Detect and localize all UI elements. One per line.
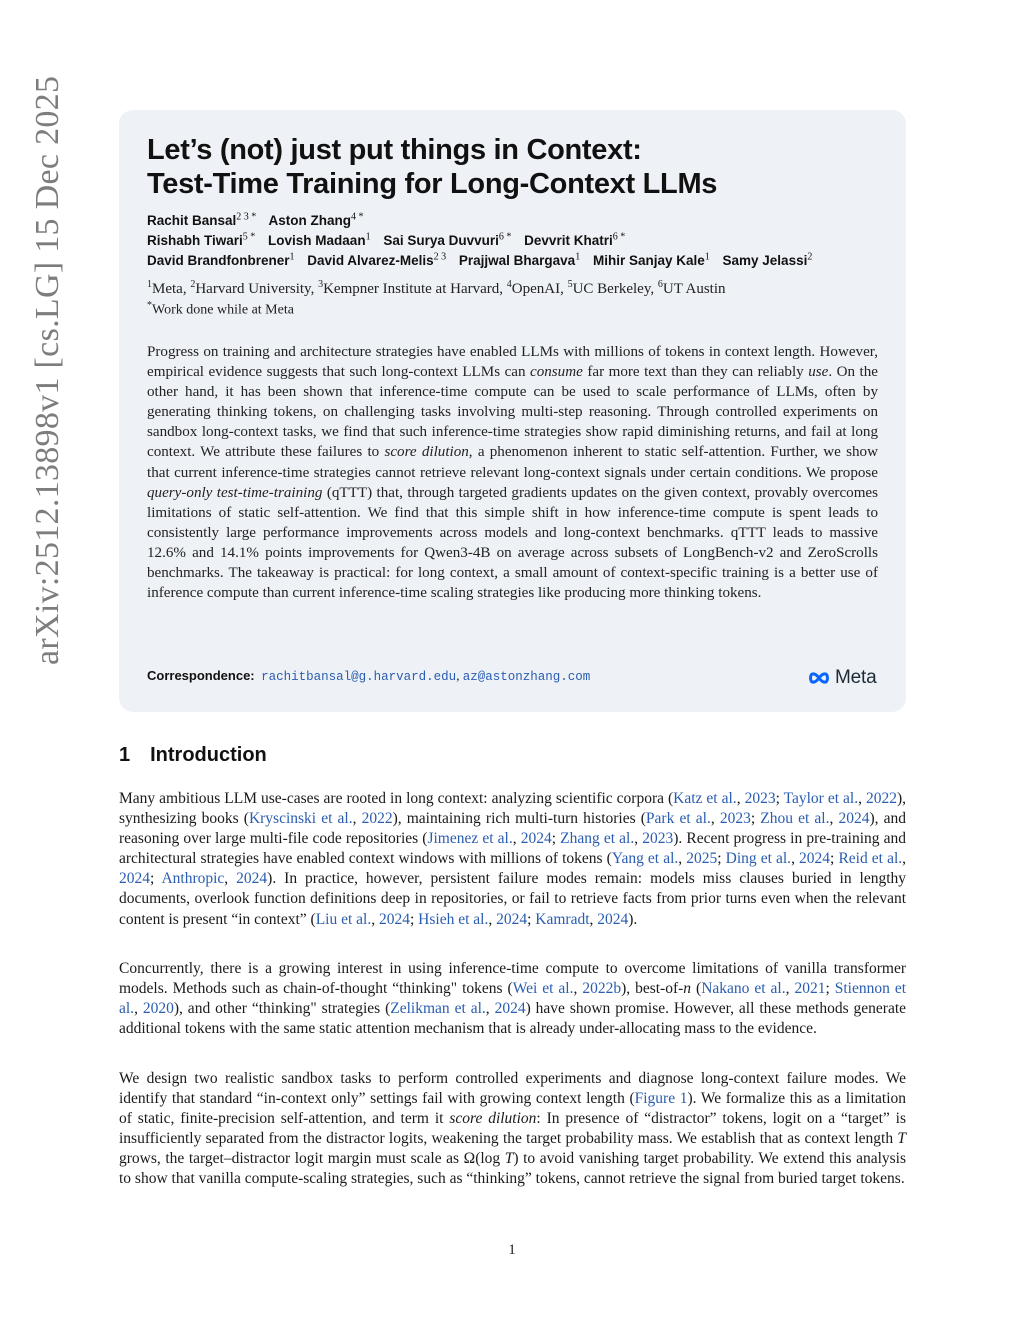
citation-link[interactable]: Liu et al. [315,910,372,928]
section-number: 1 [119,744,131,766]
citation-link[interactable]: Wei et al. [512,980,574,998]
citation-link[interactable]: Kamradt [535,910,590,928]
meta-logo [806,666,876,690]
author: Sai Surya Duvvuri$^{6 *}$ [383,231,512,248]
figure-link[interactable]: Figure 1 [634,1090,688,1108]
citation-link[interactable]: 2023 [719,810,751,828]
citation-link[interactable]: Zhou et al. [760,810,830,828]
title-line-2: Test-Time Training for Long-Context LLMs [147,168,718,200]
email-link[interactable]: rachitbansal@g.harvard.edu [261,670,457,684]
citation-link[interactable]: 2022b [582,980,622,998]
citation-link[interactable]: 2021 [794,980,826,998]
affiliations: $^1$Meta, $^2$Harvard University, $^3$Kempner Institute at Harvard, $^4$OpenAI, $^5$UC Berkeley, $^6$UT Austin [147,279,726,297]
citation-link[interactable]: 2022 [361,810,393,828]
citation-link[interactable]: Nakano et al. [701,980,786,998]
author-line-1 [147,211,373,228]
citation-link[interactable]: 2024 [597,910,629,928]
citation-link[interactable]: Anthropic [161,870,225,888]
section-title: Introduction [150,744,267,766]
citation-link[interactable]: 2024 [520,830,552,848]
citation-link[interactable]: Katz et al. [673,790,737,807]
paragraph: Many ambitious LLM use-cases are rooted in long context: analyzing scientific corpora (Katz et al., 2023; Taylor et al., 2022), synthesizing books (Kryscinski et al., 2022), maintaining rich multi-turn histories (Park et al., 2023; Zhou et al., 2024), and reasoning over large multi-file code repositories (Jimenez et al., 2024; Zhang et al., 2023). Recent progress in pre-training and architectural strategies have enabled context windows with millions of tokens (Yang et al., 2025; Ding et al., 2024; Reid et al., 2024; Anthropic, 2024). In practice, however, persistent failure modes remain: models miss clauses buried in lengthy documents, overlook function definitions deep in repositories, or fail to retrieve facts from prior turns even when the relevant content is present “in context” (Liu et al., 2024; Hsieh et al., 2024; Kamradt, 2024). [119,790,907,928]
paragraph: We design two realistic sandbox tasks to perform controlled experiments and diagnose long-context failure modes. We identify that standard “in-context only” settings fail with growing context length (Figure 1). We formalize this as a limitation of static, finite-precision self-attention, and term it score dilution: In presence of “distractor” tokens, logit on a “target” is insufficiently separated from the distractor logits, weakening the target probability mass. We establish that as context length T grows, the target–distractor logit margin must scale as Ω(log T) to avoid vanishing target probability. We extend this analysis to show that vanilla compute-scaling strategies, such as “thinking” tokens, cannot retrieve the signal from buried target tokens. [119,1070,907,1188]
citation-link[interactable]: 2025 [686,850,718,868]
citation-link[interactable]: Stiennon et al. [119,980,907,1018]
citation-link[interactable]: 2023 [642,830,674,848]
citation-link[interactable]: Kryscinski et al. [248,810,353,828]
arxiv-identifier-stamp: arXiv:2512.13898v1 [cs.LG] 15 Dec 2025 [29,75,66,665]
author: David Brandfonbrener$^1$ [147,251,295,268]
citation-link[interactable]: Yang et al. [611,850,679,868]
citation-link[interactable]: Park et al. [645,810,711,828]
citation-link[interactable]: 2024 [236,870,268,888]
citation-link[interactable]: Reid et al. [838,850,903,868]
author: Devvrit Khatri$^{6 *}$ [524,231,626,248]
citation-link[interactable]: Hsieh et al. [418,910,489,928]
correspondence-label: Correspondence: [147,668,255,683]
citation-link[interactable]: 2024 [496,910,528,928]
citation-link[interactable]: 2022 [865,790,897,807]
citation-link[interactable]: Zelikman et al. [390,1000,486,1018]
email-link[interactable]: az@astonzhang.com [462,670,591,684]
citation-link[interactable]: Jimenez et al. [427,830,513,848]
author: Lovish Madaan$^1$ [268,231,371,248]
work-note: *Work done while at Meta [147,300,294,318]
correspondence: Correspondence: rachitbansal@g.harvard.edu, az@astonzhang.com [147,668,591,684]
citation-link[interactable]: Taylor et al. [783,790,859,807]
citation-link[interactable]: 2023 [744,790,776,807]
author: David Alvarez-Melis$^{2 3}$ [307,251,447,268]
citation-link[interactable]: 2020 [142,1000,174,1018]
page-number: 1 [508,1242,516,1258]
title-line-1: Let’s (not) just put things in Context: [147,134,642,166]
citation-link[interactable]: 2024 [494,1000,526,1018]
author: Mihir Sanjay Kale$^1$ [592,251,710,268]
paragraph: Concurrently, there is a growing interest in using inference-time compute to overcome limitations of vanilla transformer models. Methods such as chain-of-thought “thinking" tokens (Wei et al., 2022b), best-of-n (Nakano et al., 2021; Stiennon et al., 2020), and other “thinking" strategies (Zelikman et al., 2024) have shown promise. However, all these methods generate additional tokens with the same static attention mechanism that is already under-allocating mass to the evidence. [119,960,907,1038]
author: Aston Zhang$^{4 *}$ [268,211,364,228]
meta-wordmark: Meta [835,667,877,688]
section-heading [119,744,267,767]
citation-link[interactable]: 2024 [119,870,150,888]
citation-link[interactable]: 2024 [378,910,410,928]
abstract: Progress on training and architecture strategies have enabled LLMs with millions of tokens in context length. However, empirical evidence suggests that such long-context LLMs can consume far more text than they can reliably use. On the other hand, it has been shown that inference-time compute can be used to scale performance of LLMs, often by generating thinking tokens, on challenging tasks involving multi-step reasoning. Through controlled experiments on sandbox long-context tasks, we find that such inference-time strategies show rapid diminishing returns, and fail at long context. We attribute these failures to score dilution, a phenomenon inherent to static self-attention. Further, we show that current inference-time strategies cannot retrieve relevant long-context signals under certain conditions. We propose query-only test-time-training (qTTT) that, through targeted gradients updates on the given context, provably overcomes limitations of static self-attention. We find that this simple shift in how inference-time compute is spent leads to consistently large performance improvements across models and long-context benchmarks. qTTT leads to massive 12.6% and 14.1% points improvements for Qwen3-4B on average across subsets of LongBench-v2 and ZeroScrolls benchmarks. The takeaway is practical: for long context, a small amount of context-specific training is a better use of inference compute than current inference-time scaling strategies like producing more thinking tokens. [147,344,879,602]
citation-link[interactable]: 2024 [799,850,831,868]
citation-link[interactable]: 2024 [838,810,870,828]
meta-infinity-icon [806,670,832,686]
author: Rachit Bansal$^{2 3 *}$ [147,211,257,228]
author-line-3 [147,251,821,268]
author: Samy Jelassi$^2$ [722,251,813,268]
author: Prajjwal Bhargava$^1$ [458,251,581,268]
author-line-2 [147,231,634,248]
paper-title [147,133,887,201]
citation-link[interactable]: Zhang et al. [560,830,635,848]
author: Rishabh Tiwari$^{5 *}$ [147,231,256,248]
citation-link[interactable]: Ding et al. [725,850,792,868]
